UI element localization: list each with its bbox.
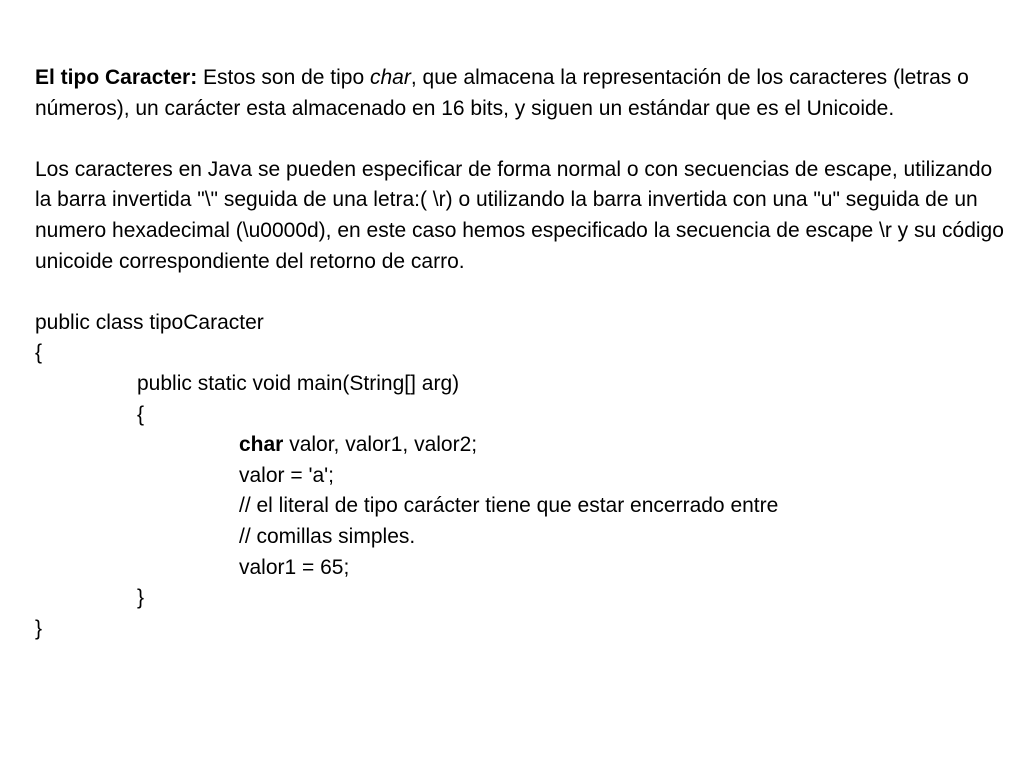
paragraph-spacer [35, 124, 1005, 155]
code-assign-literal: valor = 'a'; [239, 463, 334, 487]
char-type-paragraph [35, 63, 1005, 124]
code-method-declaration: public static void main(String[] arg) [137, 371, 460, 395]
char-type-heading: El tipo Caracter: [35, 66, 198, 89]
code-variable-declaration [35, 430, 1005, 461]
char-type-text-b: , que almacena la representación de los caracteres (letras o números), un carácter esta almacenado en 16 bits, y siguen un estándar que es el Unicoide. [35, 66, 969, 120]
code-class-declaration: public class tipoCaracter [35, 310, 264, 334]
char-type-text-a: Estos son de tipo [197, 66, 370, 89]
code-block [35, 308, 1005, 645]
char-keyword-italic: char [370, 66, 411, 89]
escape-sequence-paragraph: Los caracteres en Java se pueden especificar de forma normal o con secuencias de escape, utilizando la barra invertida "\" seguida de una letra:( \r) o utilizando la barra invertida con una "u" seguida de un numero hexadecimal (\u0000d), en este caso hemos especificado la secuencia de escape \r y su código unicoide correspondiente del retorno de carro. [35, 157, 1004, 273]
code-class-open-brace: { [35, 341, 43, 365]
code-char-keyword: char [239, 433, 284, 457]
code-class-close-brace: } [35, 616, 43, 640]
code-comment-line-2: // comillas simples. [239, 524, 416, 548]
slide-content [35, 63, 1005, 644]
code-method-open-brace: { [137, 402, 145, 426]
code-variable-list: valor, valor1, valor2; [283, 433, 478, 457]
code-comment-line-1: // el literal de tipo carácter tiene que estar encerrado entre [239, 494, 779, 518]
paragraph-spacer [35, 277, 1005, 308]
code-method-close-brace: } [137, 586, 145, 610]
code-assign-number: valor1 = 65; [239, 555, 350, 579]
